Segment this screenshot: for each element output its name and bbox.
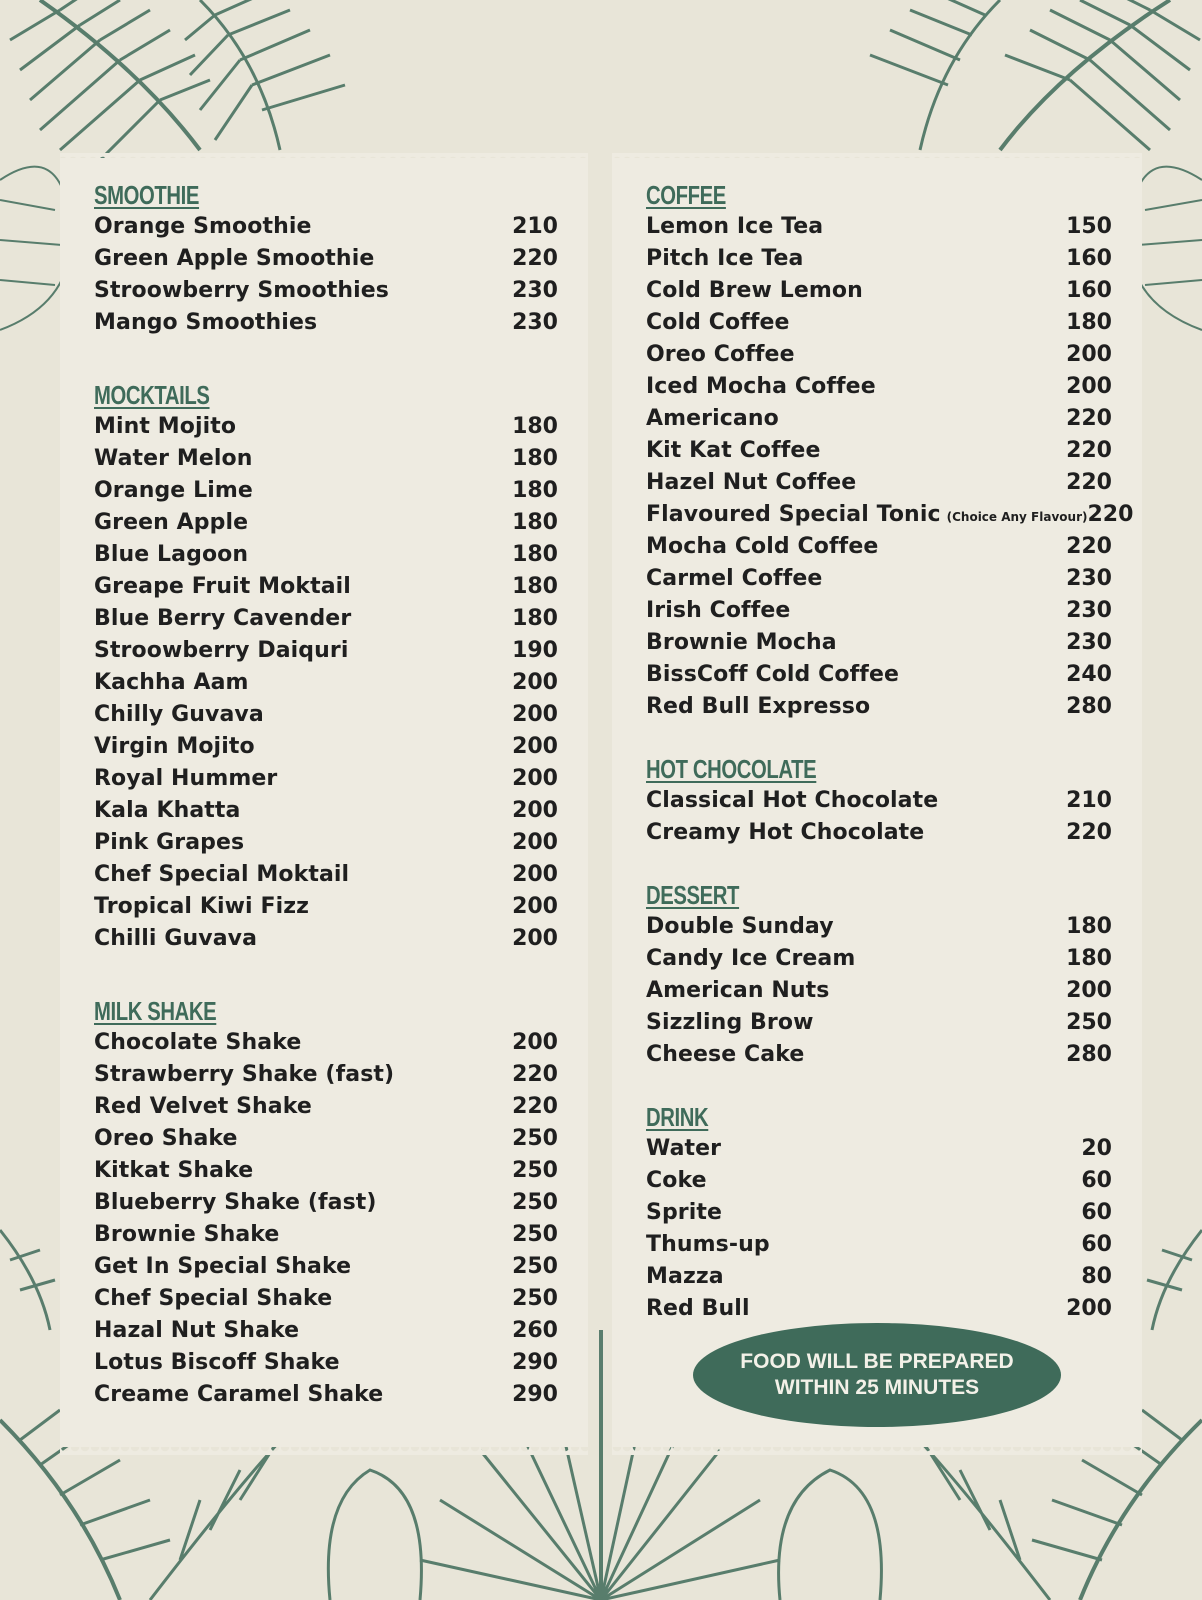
menu-item-price: 290 [512, 1350, 558, 1375]
right-menu-column [646, 179, 1134, 1325]
menu-item-price: 200 [512, 734, 558, 759]
menu-item-name-group [646, 627, 837, 659]
menu-item-price: 260 [512, 1318, 558, 1343]
section-title: MILK SHAKE [94, 996, 217, 1026]
menu-item-name: Mocha Cold Coffee [646, 534, 879, 559]
menu-item-price: 250 [512, 1190, 558, 1215]
menu-item-name: Red Bull [646, 1296, 750, 1321]
menu-item-name-group [94, 763, 277, 795]
menu-item-name-group [646, 911, 834, 943]
menu-item-name-group [94, 307, 317, 339]
menu-item-name: American Nuts [646, 978, 830, 1003]
menu-item-name-group [94, 827, 244, 859]
menu-item-name: Chilli Guvava [94, 926, 258, 951]
preparation-time-notice [693, 1323, 1061, 1427]
menu-item-name: Blue Berry Cavender [94, 606, 352, 631]
menu-item-name: Royal Hummer [94, 766, 278, 791]
menu-item-price: 200 [512, 798, 558, 823]
menu-item-name-group [646, 1197, 722, 1229]
menu-item [646, 1039, 1112, 1071]
menu-item-price: 220 [1087, 502, 1134, 527]
menu-item [94, 275, 558, 307]
menu-item-price: 210 [1066, 788, 1112, 813]
menu-item [94, 1379, 558, 1411]
menu-item [94, 211, 558, 243]
menu-item-price: 60 [1081, 1168, 1112, 1193]
menu-item [94, 603, 558, 635]
menu-item-name: Lemon Ice Tea [646, 214, 824, 239]
menu-item [646, 1007, 1112, 1039]
menu-item-name: Hazal Nut Shake [94, 1318, 300, 1343]
menu-item-name: Creame Caramel Shake [94, 1382, 384, 1407]
menu-item [94, 1091, 558, 1123]
menu-item [646, 691, 1112, 723]
menu-item-price: 220 [512, 1094, 558, 1119]
menu-item-name-group [646, 371, 876, 403]
menu-item [94, 1347, 558, 1379]
menu-item-name-group [646, 1007, 814, 1039]
menu-item-price: 220 [1066, 438, 1112, 463]
menu-item-name-group [94, 507, 248, 539]
menu-item-price: 200 [512, 894, 558, 919]
menu-item-name-group [94, 443, 253, 475]
menu-item-name: Sprite [646, 1200, 723, 1225]
menu-item-name: Oreo Shake [94, 1126, 238, 1151]
menu-item-price: 180 [512, 510, 558, 535]
menu-item-price: 180 [512, 446, 558, 471]
menu-item [646, 627, 1112, 659]
section-spacer [646, 723, 1112, 753]
menu-item-price: 250 [512, 1254, 558, 1279]
menu-section [646, 753, 1112, 849]
menu-item-name: Mint Mojito [94, 414, 237, 439]
palm-leaf-top-right-icon [870, 0, 1200, 150]
menu-item-name-group [94, 603, 351, 635]
menu-item-price: 220 [512, 1062, 558, 1087]
menu-item-price: 180 [1066, 914, 1112, 939]
menu-item-price: 250 [512, 1222, 558, 1247]
menu-item-name-group [94, 1091, 312, 1123]
menu-item-name: Oreo Coffee [646, 342, 795, 367]
menu-item [94, 571, 558, 603]
menu-item-name-group [646, 691, 870, 723]
menu-item [646, 499, 1134, 531]
menu-item-name-group [94, 667, 249, 699]
menu-item-name: Tropical Kiwi Fizz [94, 894, 310, 919]
menu-item-name: Pitch Ice Tea [646, 246, 804, 271]
menu-item-name-group [94, 411, 236, 443]
notice-line-1: FOOD WILL BE PREPARED [740, 1350, 1014, 1373]
menu-item-name-group [94, 699, 264, 731]
menu-item-name-group [646, 595, 790, 627]
menu-item [646, 1261, 1112, 1293]
menu-item [646, 1197, 1112, 1229]
menu-item-name: Chilly Guvava [94, 702, 264, 727]
menu-item [94, 1219, 558, 1251]
menu-item [94, 667, 558, 699]
menu-item [94, 507, 558, 539]
menu-item-name-group [646, 211, 823, 243]
menu-item-price: 200 [1066, 1296, 1112, 1321]
menu-item-price: 280 [1066, 1042, 1112, 1067]
menu-item-name-group [646, 243, 804, 275]
menu-item-price: 200 [1066, 374, 1112, 399]
menu-item-name: Hazel Nut Coffee [646, 470, 857, 495]
menu-item-name-group [94, 635, 348, 667]
menu-item-price: 160 [1066, 278, 1112, 303]
menu-item-name-group [646, 339, 795, 371]
menu-item-price: 250 [512, 1286, 558, 1311]
palm-leaf-top-left-icon [10, 0, 210, 170]
menu-item-name: Classical Hot Chocolate [646, 788, 939, 813]
menu-item-name: Double Sunday [646, 914, 834, 939]
menu-item-name: Greape Fruit Moktail [94, 574, 351, 599]
menu-item-name-group [94, 923, 257, 955]
menu-item [94, 891, 558, 923]
menu-item-name: Creamy Hot Chocolate [646, 820, 925, 845]
menu-item [646, 1133, 1112, 1165]
menu-item-name-group [646, 467, 856, 499]
menu-item-name-group [94, 1059, 394, 1091]
menu-item-name-group [646, 563, 822, 595]
menu-item-price: 200 [512, 862, 558, 887]
menu-item-price: 200 [1066, 978, 1112, 1003]
menu-item-name-group [646, 943, 855, 975]
menu-item-name: Flavoured Special Tonic [646, 502, 941, 527]
menu-item-price: 230 [1066, 598, 1112, 623]
menu-item-price: 200 [512, 766, 558, 791]
menu-item [94, 1315, 558, 1347]
menu-item [94, 243, 558, 275]
menu-item-name: Kitkat Shake [94, 1158, 254, 1183]
menu-item [646, 785, 1112, 817]
menu-section [94, 379, 558, 955]
menu-item [646, 1229, 1112, 1261]
menu-item-price: 180 [1066, 310, 1112, 335]
menu-item-name-group [94, 571, 351, 603]
menu-item-name: Brownie Mocha [646, 630, 837, 655]
menu-item [94, 307, 558, 339]
menu-item [646, 371, 1112, 403]
menu-item-price: 190 [512, 638, 558, 663]
menu-item-price: 220 [1066, 406, 1112, 431]
menu-item-name-group [646, 275, 863, 307]
section-title: SMOOTHIE [94, 180, 200, 210]
menu-item-name: Chef Special Shake [94, 1286, 333, 1311]
menu-item-name: Stroowberry Daiquri [94, 638, 349, 663]
notice-line-2: WITHIN 25 MINUTES [774, 1376, 980, 1399]
section-title: COFFEE [646, 180, 726, 210]
section-spacer [94, 339, 558, 379]
menu-item-name-group [94, 1187, 377, 1219]
menu-item-name: Candy Ice Cream [646, 946, 856, 971]
menu-section [646, 1101, 1112, 1325]
menu-item-price: 160 [1066, 246, 1112, 271]
menu-item-name-group [94, 243, 374, 275]
menu-item-name-group [646, 307, 790, 339]
menu-section [646, 879, 1112, 1071]
menu-item-name-group [646, 1133, 721, 1165]
menu-item [94, 731, 558, 763]
menu-item-price: 200 [512, 702, 558, 727]
menu-item-name-group [94, 731, 255, 763]
menu-item-name: Orange Lime [94, 478, 253, 503]
menu-item-name: Kit Kat Coffee [646, 438, 821, 463]
menu-item-name-group [646, 975, 829, 1007]
menu-item-name-group [94, 1027, 301, 1059]
menu-item-name-group [646, 659, 899, 691]
menu-item-price: 200 [1066, 342, 1112, 367]
menu-item-name: Blue Lagoon [94, 542, 249, 567]
menu-item-price: 60 [1081, 1200, 1112, 1225]
menu-item [94, 1027, 558, 1059]
menu-item-price: 280 [1066, 694, 1112, 719]
menu-item-price: 180 [512, 478, 558, 503]
menu-item [94, 443, 558, 475]
section-title: DRINK [646, 1102, 709, 1132]
menu-item [94, 795, 558, 827]
menu-item [94, 923, 558, 955]
menu-item [94, 1059, 558, 1091]
menu-item-name-group [94, 211, 312, 243]
menu-item [646, 211, 1112, 243]
menu-item-price: 220 [1066, 820, 1112, 845]
menu-item-name-group [646, 1261, 724, 1293]
menu-item [94, 1187, 558, 1219]
menu-item-name: Stroowberry Smoothies [94, 278, 389, 303]
menu-item-name: Cold Coffee [646, 310, 790, 335]
palm-leaf-top-center-left-icon [185, 0, 345, 150]
menu-item-name: Pink Grapes [94, 830, 245, 855]
menu-item-name: Blueberry Shake (fast) [94, 1190, 377, 1215]
menu-item-name: Carmel Coffee [646, 566, 823, 591]
menu-item [646, 817, 1112, 849]
menu-item [646, 531, 1112, 563]
section-spacer [646, 1071, 1112, 1101]
menu-item-name: Kachha Aam [94, 670, 249, 695]
menu-item [646, 975, 1112, 1007]
menu-item-name-group [646, 531, 878, 563]
menu-item [94, 635, 558, 667]
menu-item-name: Cold Brew Lemon [646, 278, 863, 303]
menu-item-price: 80 [1081, 1264, 1112, 1289]
menu-item-name: Lotus Biscoff Shake [94, 1350, 340, 1375]
menu-item [94, 763, 558, 795]
menu-item-name-group [94, 475, 253, 507]
menu-item-price: 250 [512, 1126, 558, 1151]
menu-item-name-group [94, 1283, 332, 1315]
menu-item [94, 699, 558, 731]
menu-item-price: 180 [1066, 946, 1112, 971]
menu-item-name: Strawberry Shake (fast) [94, 1062, 395, 1087]
menu-item [94, 411, 558, 443]
menu-item-name-group [94, 1251, 351, 1283]
menu-item-price: 290 [512, 1382, 558, 1407]
menu-item [646, 563, 1112, 595]
menu-item-name: Thums-up [646, 1232, 770, 1257]
menu-item-name-group [646, 817, 924, 849]
menu-item [646, 659, 1112, 691]
menu-item-price: 230 [512, 310, 558, 335]
menu-item-name-group [646, 403, 779, 435]
menu-item [646, 595, 1112, 627]
menu-item-name: Orange Smoothie [94, 214, 312, 239]
menu-item-name-group [94, 859, 349, 891]
menu-item-name: Mango Smoothies [94, 310, 318, 335]
menu-item-name-group [94, 1379, 383, 1411]
menu-item-price: 180 [512, 414, 558, 439]
menu-item-name-group [94, 891, 309, 923]
menu-item [646, 1293, 1112, 1325]
menu-item-name-group [646, 1039, 804, 1071]
menu-item-price: 200 [512, 830, 558, 855]
menu-item-name: Virgin Mojito [94, 734, 255, 759]
menu-item [94, 1283, 558, 1315]
menu-section [94, 995, 558, 1411]
menu-item-price: 250 [512, 1158, 558, 1183]
menu-item-price: 250 [1066, 1010, 1112, 1035]
menu-item-name-group [94, 275, 389, 307]
menu-item-name: Kala Khatta [94, 798, 241, 823]
menu-item-name: BissCoff Cold Coffee [646, 662, 900, 687]
section-title: HOT CHOCOLATE [646, 754, 817, 784]
right-menu-panel [612, 158, 1142, 1447]
menu-item-note: (Choice Any Flavour) [946, 510, 1088, 524]
menu-item [646, 275, 1112, 307]
menu-section [94, 179, 558, 339]
section-title: MOCKTAILS [94, 380, 210, 410]
menu-section [646, 179, 1134, 723]
menu-item-name-group [94, 1155, 253, 1187]
menu-item [646, 911, 1112, 943]
menu-item-name: Sizzling Brow [646, 1010, 814, 1035]
left-menu-panel [60, 158, 588, 1447]
menu-item-name: Irish Coffee [646, 598, 791, 623]
section-spacer [646, 849, 1112, 879]
menu-item [646, 403, 1112, 435]
menu-item-price: 220 [1066, 470, 1112, 495]
menu-item-name-group [646, 1229, 770, 1261]
menu-item-name: Americano [646, 406, 779, 431]
menu-item-name: Chocolate Shake [94, 1030, 302, 1055]
menu-item-name-group [94, 795, 240, 827]
menu-item [94, 859, 558, 891]
menu-item-name: Cheese Cake [646, 1042, 805, 1067]
menu-item [94, 1123, 558, 1155]
menu-item [94, 827, 558, 859]
menu-item-price: 180 [512, 574, 558, 599]
menu-item-price: 230 [1066, 566, 1112, 591]
menu-item-name-group [646, 499, 1087, 533]
menu-item-price: 230 [1066, 630, 1112, 655]
menu-item-name-group [94, 539, 248, 571]
menu-item-price: 200 [512, 926, 558, 951]
menu-item-name-group [94, 1347, 340, 1379]
menu-item [646, 435, 1112, 467]
menu-item [94, 1155, 558, 1187]
menu-item-price: 220 [512, 246, 558, 271]
menu-item-name-group [646, 785, 938, 817]
menu-item-price: 230 [512, 278, 558, 303]
menu-item-name: Chef Special Moktail [94, 862, 350, 887]
menu-item-price: 180 [512, 542, 558, 567]
menu-item-price: 220 [1066, 534, 1112, 559]
menu-item [646, 307, 1112, 339]
menu-item-name-group [646, 1165, 707, 1197]
menu-item-price: 60 [1081, 1232, 1112, 1257]
menu-item-price: 150 [1066, 214, 1112, 239]
menu-item-name-group [94, 1219, 279, 1251]
menu-item-name: Coke [646, 1168, 707, 1193]
menu-item-name: Get In Special Shake [94, 1254, 352, 1279]
menu-item-price: 200 [512, 670, 558, 695]
section-title: DESSERT [646, 880, 740, 910]
menu-item-name: Water [646, 1136, 722, 1161]
menu-item-price: 20 [1081, 1136, 1112, 1161]
menu-item-name: Water Melon [94, 446, 253, 471]
menu-item [646, 467, 1112, 499]
menu-item-name: Red Bull Expresso [646, 694, 871, 719]
menu-item [94, 475, 558, 507]
menu-item [94, 539, 558, 571]
menu-item-price: 210 [512, 214, 558, 239]
menu-item-price: 240 [1066, 662, 1112, 687]
menu-item [646, 339, 1112, 371]
menu-item [646, 943, 1112, 975]
menu-item-name-group [94, 1315, 299, 1347]
section-spacer [94, 955, 558, 995]
menu-item-name-group [646, 1293, 750, 1325]
menu-item-name: Green Apple Smoothie [94, 246, 375, 271]
menu-item-name-group [94, 1123, 238, 1155]
menu-item-name: Iced Mocha Coffee [646, 374, 876, 399]
menu-item-name-group [646, 435, 820, 467]
menu-item-price: 200 [512, 1030, 558, 1055]
menu-item-name: Brownie Shake [94, 1222, 280, 1247]
menu-item-name: Mazza [646, 1264, 724, 1289]
menu-item-name: Green Apple [94, 510, 249, 535]
menu-item-name: Red Velvet Shake [94, 1094, 312, 1119]
menu-item [646, 1165, 1112, 1197]
menu-item [94, 1251, 558, 1283]
menu-item [646, 243, 1112, 275]
left-menu-column [94, 179, 558, 1411]
menu-item-price: 180 [512, 606, 558, 631]
